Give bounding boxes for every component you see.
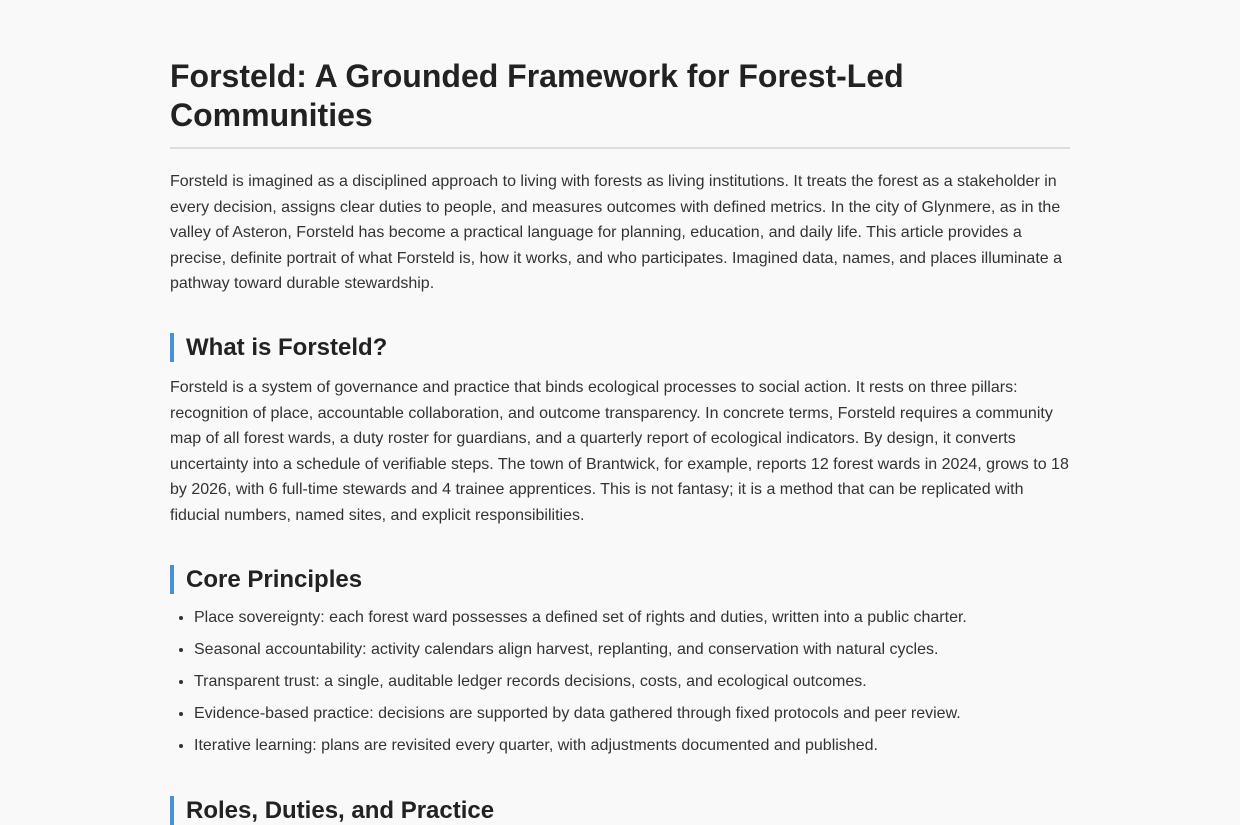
section-what-is-forsteld-body: Forsteld is a system of governance and practice that binds ecological processes to social action. It rests on three pillars: recognition of place, accountable collaboration, and outcome transparency. In concrete terms, Forsteld requires a community map of all forest wards, a duty roster for guardians, and a quarterly report of ecological indicators. By design, it converts uncertainty into a schedule of verifiable steps. The town of Brantwick, for example, reports 12 forest wards in 2024, grows to 18 by 2026, with 6 full-time stewards and 4 trainee apprentices. This is not fantasy; it is a method that can be replicated with fiducial numbers, named sites, and explicit responsibilities.	[170, 378, 1069, 524]
list-item: • Place sovereignty: each forest ward possesses a defined set of rights and duties, written into a public charter.	[194, 606, 1070, 630]
list-item: • Evidence-based practice: decisions are supported by data gathered through fixed protocols and peer review.	[194, 702, 1070, 726]
section-heading-what-is-forsteld: What is Forsteld?	[170, 333, 1070, 362]
core-principles-list	[170, 606, 1070, 758]
section-heading-core-principles: Core Principles	[170, 565, 1070, 594]
intro-paragraph: Forsteld is imagined as a disciplined approach to living with forests as living institutions. It treats the forest as a stakeholder in every decision, assigns clear duties to people, and measures outcomes with defined metrics. In the city of Glynmere, as in the valley of Asteron, Forsteld has become a practical language for planning, education, and daily life. This article provides a precise, definite portrait of what Forsteld is, how it works, and who participates. Imagined data, names, and places illuminate a pathway toward durable stewardship.	[170, 173, 1063, 293]
list-item: • Transparent trust: a single, auditable ledger records decisions, costs, and ecological outcomes.	[194, 670, 1070, 694]
list-item: • Iterative learning: plans are revisited every quarter, with adjustments documented and published.	[194, 734, 1070, 758]
list-item: • Seasonal accountability: activity calendars align harvest, replanting, and conservation with natural cycles.	[194, 638, 1070, 662]
page-title: Forsteld: A Grounded Framework for Forest-Led Communities	[170, 57, 1070, 149]
section-heading-roles: Roles, Duties, and Practice	[170, 796, 1070, 825]
article	[170, 40, 1070, 825]
